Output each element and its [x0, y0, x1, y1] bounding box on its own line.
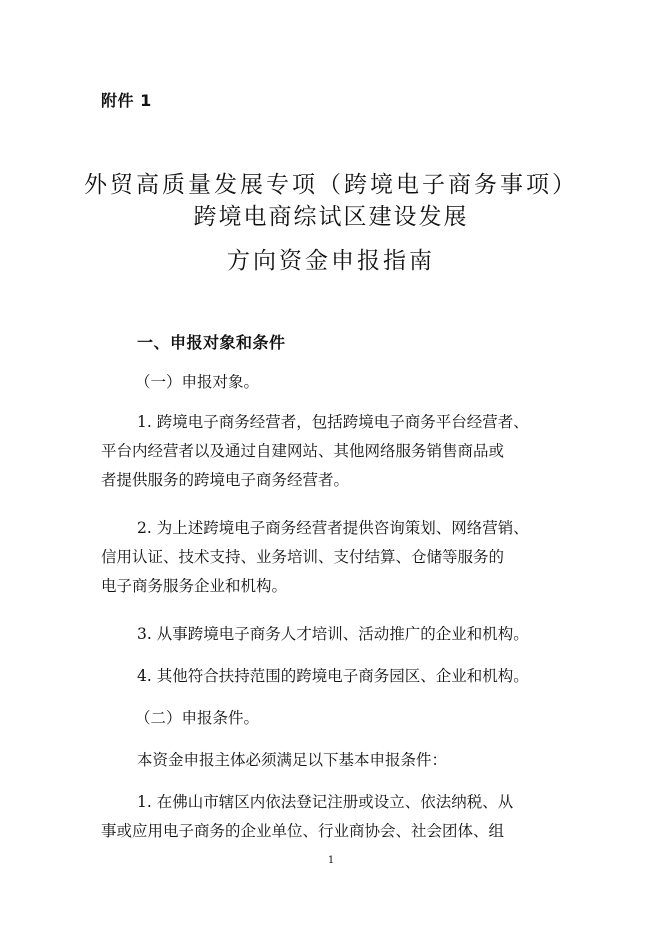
- item-1-line-3: 者提供服务的跨境电子商务经营者。: [101, 471, 350, 489]
- paragraph-condition-1: [101, 788, 563, 846]
- item-2-line-3: 电子商务服务企业和机构。: [101, 577, 288, 595]
- subsection-heading-2: （二）申报条件。: [135, 709, 260, 727]
- title-line-1: 外贸高质量发展专项（跨境电子商务事项）: [84, 172, 578, 198]
- subsection-heading-1: （一）申报对象。: [135, 373, 260, 391]
- condition-1-line-1: 1. 在佛山市辖区内依法登记注册或设立、依法纳税、从: [137, 793, 514, 811]
- item-4-line-1: 4. 其他符合扶持范围的跨境电子商务园区、企业和机构。: [137, 667, 529, 685]
- item-2-line-1: 2. 为上述跨境电子商务经营者提供咨询策划、网络营销、: [137, 519, 529, 537]
- page-number: 1: [327, 855, 335, 866]
- condition-1-line-2: 事或应用电子商务的企业单位、行业商协会、社会团体、组: [101, 822, 505, 840]
- conditions-intro-line: 本资金申报主体必须满足以下基本申报条件：: [137, 751, 448, 769]
- item-3-line-1: 3. 从事跨境电子商务人才培训、活动推广的企业和机构。: [137, 625, 529, 643]
- title-line-2: 跨境电商综试区建设发展: [193, 204, 469, 230]
- item-2-line-2: 信用认证、技术支持、业务培训、支付结算、仓储等服务的: [101, 548, 505, 566]
- item-1-line-1: 1. 跨境电子商务经营者，包括跨境电子商务平台经营者、: [137, 413, 529, 431]
- paragraph-item-4: [101, 662, 563, 691]
- section-heading-1: 一、申报对象和条件: [137, 333, 286, 352]
- annex-label: 附件 1: [101, 91, 152, 110]
- title-line-3: 方向资金申报指南: [227, 248, 435, 274]
- item-1-line-2: 平台内经营者以及通过自建网站、其他网络服务销售商品或: [101, 442, 505, 460]
- paragraph-item-3: [101, 620, 563, 649]
- conditions-intro: [101, 746, 563, 775]
- paragraph-item-2: [101, 514, 563, 601]
- paragraph-item-1: [101, 408, 563, 495]
